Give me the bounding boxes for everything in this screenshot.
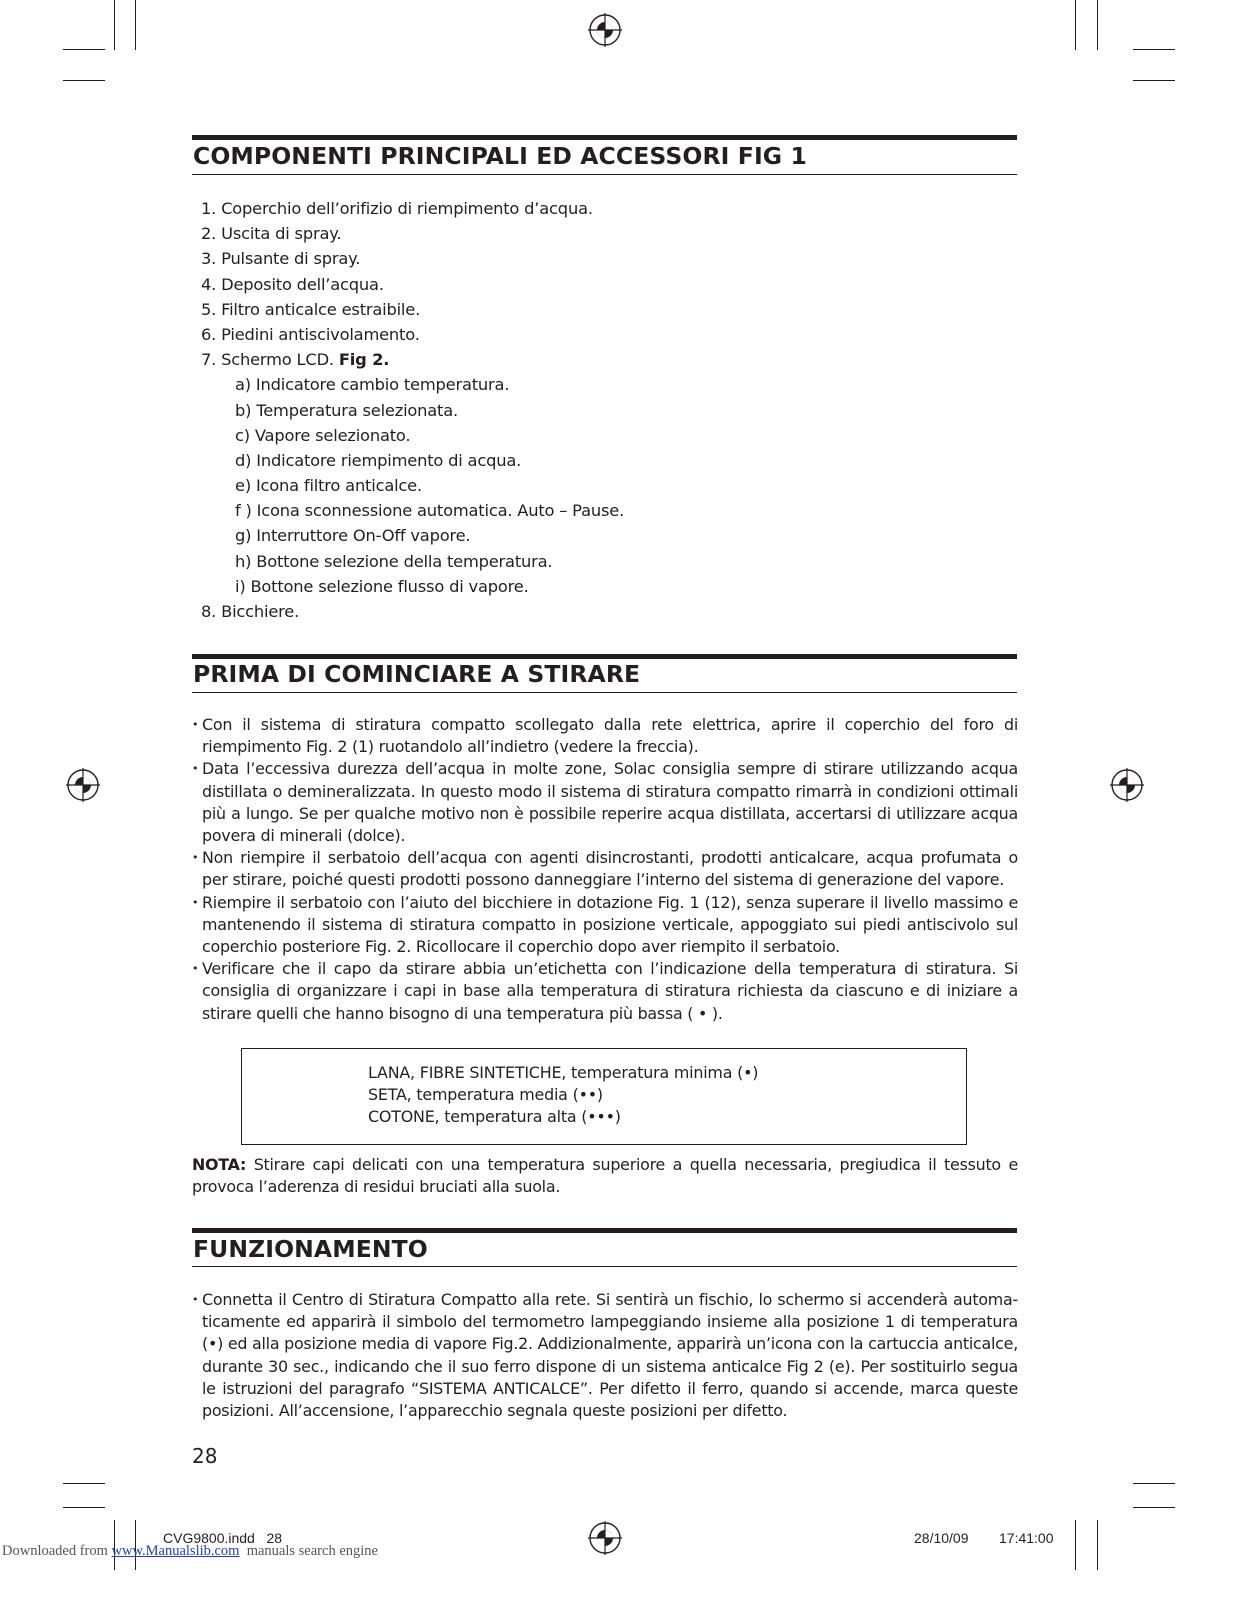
section-rule [192,174,1017,175]
registration-mark-icon [1110,768,1144,802]
section-rule [192,654,1017,659]
sub-list-item: h) Bottone selezione della temperatura. [235,551,553,571]
bullet-item: • Data l’eccessiva durezza dell’acqua in molte zone, Solac consiglia sempre di stirare utilizzando acqua distillata o demineralizzata. In questo modo il sistema di stiratura compatto rimarrà in condizioni ottimali più a lungo. Se per qualche motivo non è possibile reperire acqua distillata, accertarsi di utilizzare acqua povera di minerali (dolce). [192,758,1018,847]
section-title-operation: FUNZIONAMENTO [193,1235,428,1263]
crop-mark [1133,49,1175,50]
registration-mark-icon [66,768,100,802]
bullet-item: • Verificare che il capo da stirare abbia un’etichetta con l’indicazione della temperatura di stiratura. Si consiglia di organizzare i capi in base alla temperatura di stiratura richiesta da ciascuno e di iniziare a stirare quelli che hanno bisogno di una temperatura più bassa ( • ). [192,958,1018,1025]
figure-ref: Fig 2. [338,350,390,370]
sub-list-item: c) Vapore selezionato. [235,425,411,445]
section-title-before-ironing: PRIMA DI COMINCIARE A STIRARE [193,660,641,688]
sub-list-item: a) Indicatore cambio temperatura. [235,375,510,395]
temperature-line: COTONE, temperatura alta (•••) [368,1107,621,1127]
footer-suffix: manuals search engine [239,1543,378,1559]
list-item: 6. Piedini antiscivolamento. [201,324,420,344]
slug-time: 17:41:00 [999,1530,1054,1546]
crop-mark [1075,0,1076,50]
note-label: NOTA: [192,1155,247,1174]
sub-list-item: f ) Icona sconnessione automatica. Auto – Pause. [235,501,625,521]
crop-mark [63,1483,105,1484]
crop-mark [1097,0,1098,50]
before-ironing-bullets [192,714,1018,1025]
bullet-item: • Riempire il serbatoio con l’aiuto del bicchiere in dotazione Fig. 1 (12), senza superare il livello massimo e mantenendo il sistema di stiratura compatto in posizione verticale, appoggiato sui piedi antiscivolo sul coperchio posteriore Fig. 2. Ricollocare il coperchio dopo aver riempito il serbatoio. [192,892,1018,959]
operation-bullets [192,1289,1018,1422]
components-list [201,196,624,624]
section-rule [192,692,1017,693]
sub-list-item: d) Indicatore riempimento di acqua. [235,450,522,470]
list-item: 4. Deposito dell’acqua. [201,274,384,294]
manualslib-link[interactable]: www.Manualslib.com [111,1543,240,1559]
section-rule [192,135,1017,140]
list-item: 8. Bicchiere. [201,602,300,621]
crop-mark [1133,1507,1175,1508]
sub-list-item: i) Bottone selezione flusso di vapore. [235,576,529,596]
sub-list-item: b) Temperatura selezionata. [235,400,458,420]
slug-filename: CVG9800.indd 28 [163,1530,283,1546]
registration-mark-icon [588,13,622,47]
bullet-item: • Non riempire il serbatoio dell’acqua con agenti disincrostanti, prodotti anticalcare, acqua profumata o per stirare, poiché questi prodotti possono danneggiare l’interno del sistema di generazione del vapore. [192,847,1018,891]
list-item: 1. Coperchio dell’orifizio di riempimento d’acqua. [201,199,593,218]
download-footer [2,1543,378,1560]
section-rule [192,1266,1017,1267]
crop-mark [1097,1520,1098,1570]
sub-list-item: e) Icona filtro anticalce. [235,476,422,496]
temperature-line: LANA, FIBRE SINTETICHE, temperatura minima (•) [368,1063,759,1082]
list-item: 3. Pulsante di spray. [201,249,361,269]
temperature-line: SETA, temperatura media (••) [368,1085,603,1105]
temperature-box [241,1048,967,1145]
list-item-text: 7. Schermo LCD. [201,350,339,370]
section-rule [192,1228,1017,1233]
crop-mark [114,0,115,50]
crop-mark [63,80,105,81]
list-item: 2. Uscita di spray. [201,224,342,244]
page-number: 28 [192,1444,218,1468]
list-item [201,347,624,372]
crop-mark [135,0,136,50]
registration-mark-icon [588,1521,622,1555]
note-paragraph [192,1154,1018,1198]
crop-mark [1075,1520,1076,1570]
footer-prefix: Downloaded from [2,1543,112,1559]
crop-mark [63,1507,105,1508]
slug-date: 28/10/09 [914,1530,969,1546]
bullet-item: • Connetta il Centro di Stiratura Compatto alla rete. Si sentirà un fischio, lo schermo si accenderà automa-ticamente ed apparirà il simbolo del termometro lampeggiando insieme alla posizione 1 di temperatura (•) ed alla posizione media di vapore Fig.2. Addizionalmente, apparirà un’icona con la cartuccia anticalce, durante 30 sec., indicando che il suo ferro dispone di un sistema anticalce Fig 2 (e). Per sostituirlo segua le istruzioni del paragrafo “SISTEMA ANTICALCE”. Per difetto il ferro, quando si accende, marca queste posizioni. All’accensione, l’apparecchio segnala queste posizioni per difetto. [192,1289,1018,1422]
section-title-components: COMPONENTI PRINCIPALI ED ACCESSORI FIG 1 [193,142,807,170]
sub-list-item: g) Interruttore On-Off vapore. [235,526,471,546]
crop-mark [63,49,105,50]
list-item: 5. Filtro anticalce estraibile. [201,299,421,319]
crop-mark [1133,80,1175,81]
note-text: Stirare capi delicati con una temperatura superiore a quella necessaria, pregiudica il tessuto e provoca l’aderenza di residui bruciati alla suola. [192,1155,1018,1197]
crop-mark [1133,1483,1175,1484]
bullet-item: • Con il sistema di stiratura compatto scollegato dalla rete elettrica, aprire il coperchio del foro di riempimento Fig. 2 (1) ruotandolo all’indietro (vedere la freccia). [192,714,1018,758]
